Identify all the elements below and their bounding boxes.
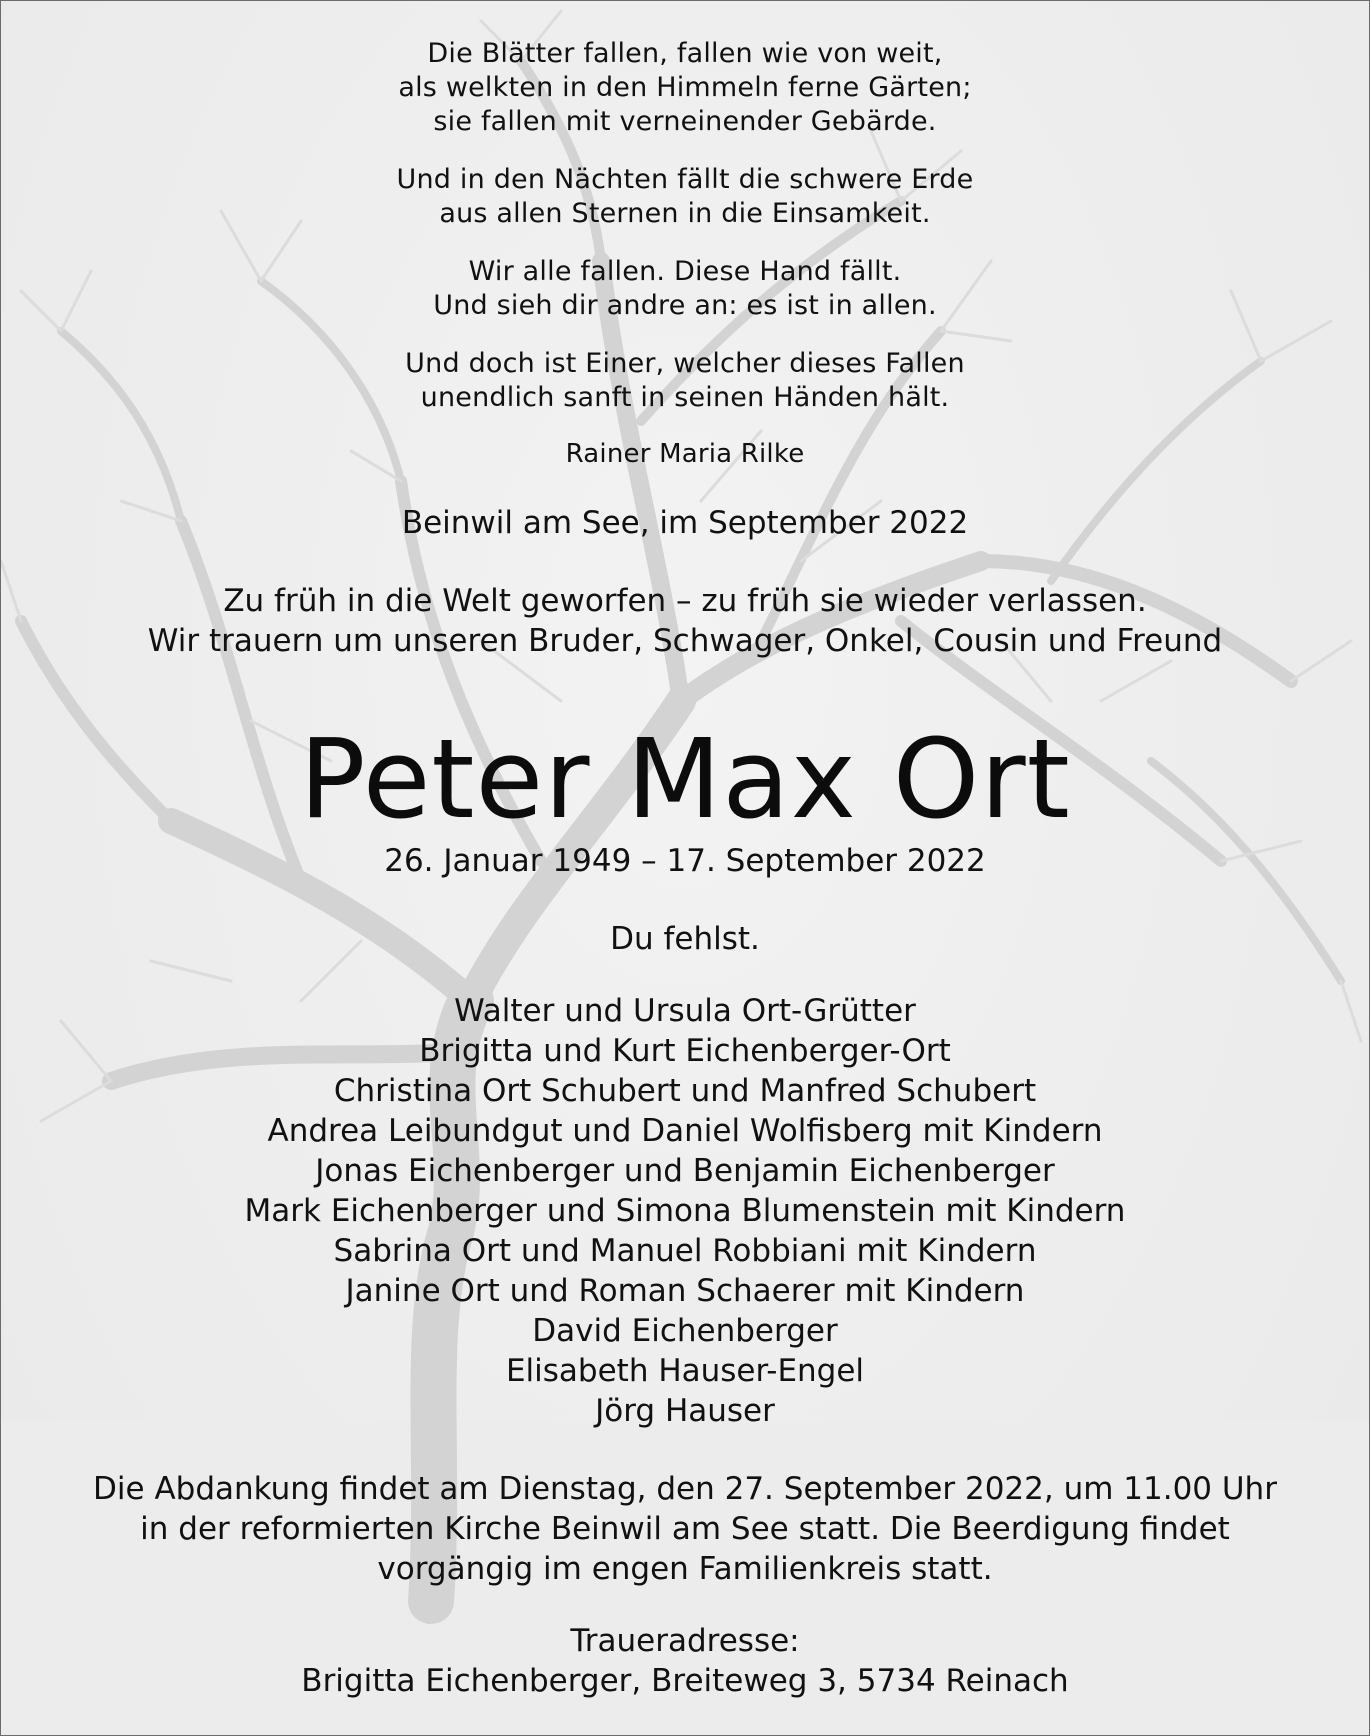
mourner-entry: Sabrina Ort und Manuel Robbiani mit Kindern [333, 1233, 1037, 1269]
mourner-entry: Jonas Eichenberger und Benjamin Eichenberger [315, 1153, 1055, 1189]
mourner-entry: Mark Eichenberger und Simona Blumenstein mit Kindern [244, 1193, 1126, 1229]
mourner-entry: Brigitta und Kurt Eichenberger-Ort [419, 1033, 951, 1069]
mourner-entry: Elisabeth Hauser-Engel [505, 1353, 865, 1389]
mourner-entry: Jörg Hauser [595, 1393, 775, 1429]
service-line: in der reformierten Kirche Beinwil am See statt. Die Beerdigung findet [140, 1511, 1230, 1547]
mourning-address [1, 1621, 1369, 1701]
poem-stanza [1, 347, 1369, 415]
poem-line: Wir alle fallen. Diese Hand fällt. [468, 256, 902, 287]
poem-stanza [1, 37, 1369, 139]
mourner-entry: Janine Ort und Roman Schaerer mit Kindern [345, 1273, 1025, 1309]
service-info [1, 1469, 1369, 1589]
service-line: Die Abdankung findet am Dienstag, den 27. September 2022, um 11.00 Uhr [93, 1471, 1277, 1507]
service-line: vorgängig im engen Familienkreis statt. [377, 1551, 993, 1587]
mourner-entry: David Eichenberger [532, 1313, 838, 1349]
place-date: Beinwil am See, im September 2022 [401, 505, 969, 541]
poem-line: unendlich sanft in seinen Händen hält. [420, 382, 950, 413]
poem-line: aus allen Sternen in die Einsamkeit. [439, 198, 931, 229]
life-dates: 26. Januar 1949 – 17. September 2022 [384, 843, 986, 879]
poem-line: Die Blätter fallen, fallen wie von weit, [427, 38, 943, 69]
mourner-entry: Walter und Ursula Ort-Grütter [454, 993, 916, 1029]
poem-line: Und sieh dir andre an: es ist in allen. [433, 290, 937, 321]
intro-text [1, 581, 1369, 661]
poem-line: sie fallen mit verneinender Gebärde. [433, 106, 937, 137]
mourners-list [1, 991, 1369, 1431]
mourner-entry: Andrea Leibundgut und Daniel Wolfisberg mit Kindern [267, 1113, 1103, 1149]
missed-text: Du fehlst. [610, 921, 760, 957]
poem-author: Rainer Maria Rilke [565, 439, 805, 469]
poem-stanza [1, 255, 1369, 323]
address-label: Traueradresse: [570, 1623, 800, 1659]
address-value: Brigitta Eichenberger, Breiteweg 3, 5734 Reinach [301, 1663, 1069, 1699]
poem-line: als welkten in den Himmeln ferne Gärten; [398, 72, 972, 103]
poem-line: Und doch ist Einer, welcher dieses Fallen [405, 348, 965, 379]
poem [1, 37, 1369, 471]
intro-line: Zu früh in die Welt geworfen – zu früh sie wieder verlassen. [223, 583, 1147, 619]
intro-line: Wir trauern um unseren Bruder, Schwager, Onkel, Cousin und Freund [147, 623, 1223, 659]
deceased-name: Peter Max Ort [299, 715, 1071, 843]
mourner-entry: Christina Ort Schubert und Manfred Schubert [333, 1073, 1037, 1109]
poem-stanza [1, 163, 1369, 231]
poem-line: Und in den Nächten fällt die schwere Erde [396, 164, 974, 195]
